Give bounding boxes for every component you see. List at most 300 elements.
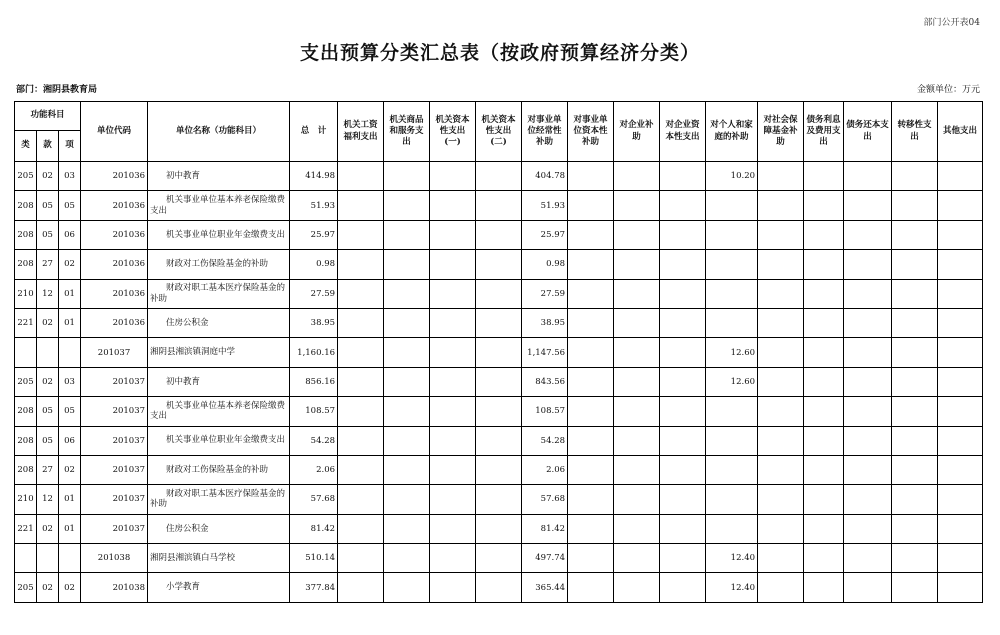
amount-cell [844,220,892,249]
table-row [15,250,983,279]
amount-cell [706,279,758,308]
amount-cell: 843.56 [522,367,568,396]
amount-cell [804,397,844,426]
amount-cell [938,338,983,367]
total-cell: 57.68 [290,485,338,514]
amount-cell [476,485,522,514]
amount-cell [892,338,938,367]
xiang-cell: 05 [59,397,81,426]
amount-cell: 57.68 [522,485,568,514]
amount-cell [476,162,522,191]
amount-cell [938,162,983,191]
lei-cell: 208 [15,455,37,484]
amount-cell [568,514,614,543]
amount-cell [430,338,476,367]
amount-cell [844,455,892,484]
amount-cell: 365.44 [522,573,568,602]
xiang-cell: 01 [59,514,81,543]
col-header: 机关工资福利支出 [338,102,384,162]
xiang-cell: 05 [59,191,81,220]
table-row [15,514,983,543]
unit-code-cell: 201036 [81,220,148,249]
amount-cell [804,514,844,543]
amount-cell: 54.28 [522,426,568,455]
amount-cell [614,573,660,602]
amount-cell [892,279,938,308]
amount-cell [938,397,983,426]
department-label: 部门：湘阴县教育局 [16,85,98,95]
amount-cell: 108.57 [522,397,568,426]
unit-name-header: 单位名称（功能科目） [148,102,290,162]
kuan-cell [37,338,59,367]
amount-cell [430,455,476,484]
amount-cell [614,338,660,367]
amount-cell [476,544,522,573]
amount-cell [892,220,938,249]
amount-cell [384,308,430,337]
amount-cell [938,308,983,337]
lei-cell: 221 [15,514,37,543]
amount-cell [384,220,430,249]
kuan-cell: 27 [37,250,59,279]
amount-cell: 2.06 [522,455,568,484]
amount-cell [706,220,758,249]
amount-cell [430,308,476,337]
amount-cell [892,162,938,191]
total-cell: 377.84 [290,573,338,602]
amount-cell [614,544,660,573]
amount-cell [338,220,384,249]
amount-cell [568,455,614,484]
amount-cell [938,250,983,279]
col-header: 机关资本性支出(二) [476,102,522,162]
amount-cell: 27.59 [522,279,568,308]
amount-cell [614,250,660,279]
kuan-cell: 12 [37,279,59,308]
amount-cell [614,308,660,337]
amount-cell [804,220,844,249]
amount-cell [804,573,844,602]
amount-cell [568,220,614,249]
amount-cell [706,514,758,543]
amount-cell [660,308,706,337]
table-row [15,455,983,484]
amount-cell [338,279,384,308]
unit-name-cell: 财政对职工基本医疗保险基金的补助 [148,485,290,514]
amount-cell [804,338,844,367]
amount-cell [568,573,614,602]
amount-cell [384,279,430,308]
amount-cell [938,367,983,396]
amount-cell [614,191,660,220]
col-header: 机关资本性支出(一) [430,102,476,162]
amount-cell [476,250,522,279]
xiang-cell: 03 [59,367,81,396]
total-cell: 510.14 [290,544,338,573]
amount-cell [758,367,804,396]
amount-cell [338,544,384,573]
amount-cell [758,191,804,220]
amount-cell [660,397,706,426]
amount-cell [384,162,430,191]
amount-cell [614,397,660,426]
xiang-cell: 03 [59,162,81,191]
unit-code-cell: 201037 [81,455,148,484]
unit-code-cell: 201036 [81,308,148,337]
unit-code-cell: 201038 [81,573,148,602]
amount-cell [844,162,892,191]
amount-cell [844,367,892,396]
kuan-cell: 02 [37,308,59,337]
amount-cell [758,220,804,249]
total-cell: 856.16 [290,367,338,396]
xiang-cell [59,544,81,573]
total-cell: 38.95 [290,308,338,337]
expenditure-table [14,101,983,603]
amount-cell [706,191,758,220]
col-header: 对社会保障基金补助 [758,102,804,162]
unit-name-cell: 财政对工伤保险基金的补助 [148,250,290,279]
amount-cell [706,455,758,484]
total-cell: 51.93 [290,191,338,220]
amount-cell: 12.60 [706,338,758,367]
table-row [15,308,983,337]
amount-cell [614,426,660,455]
total-cell: 25.97 [290,220,338,249]
amount-cell [844,308,892,337]
amount-cell [568,162,614,191]
amount-cell [938,573,983,602]
col-header: 对个人和家庭的补助 [706,102,758,162]
amount-cell [844,338,892,367]
kuan-cell: 05 [37,397,59,426]
amount-cell [660,191,706,220]
amount-cell [430,220,476,249]
amount-cell [804,426,844,455]
kuan-cell: 02 [37,573,59,602]
amount-cell [660,162,706,191]
amount-cell: 12.40 [706,573,758,602]
amount-cell [892,397,938,426]
amount-cell [614,162,660,191]
unit-code-cell: 201036 [81,191,148,220]
amount-cell [568,191,614,220]
kuan-cell: 05 [37,426,59,455]
amount-cell [430,250,476,279]
amount-cell [758,544,804,573]
amount-cell [568,279,614,308]
amount-cell [568,397,614,426]
kuan-cell: 02 [37,162,59,191]
amount-cell [804,544,844,573]
amount-cell [430,162,476,191]
amount-cell: 51.93 [522,191,568,220]
xiang-header: 项 [59,131,81,162]
total-cell: 414.98 [290,162,338,191]
amount-cell [660,514,706,543]
unit-code-cell: 201036 [81,250,148,279]
amount-cell [476,514,522,543]
amount-cell [892,455,938,484]
xiang-cell: 06 [59,426,81,455]
amount-cell [758,455,804,484]
col-header: 机关商品和服务支出 [384,102,430,162]
amount-cell [758,308,804,337]
amount-cell [938,485,983,514]
amount-cell [938,455,983,484]
total-cell: 0.98 [290,250,338,279]
amount-cell [892,250,938,279]
kuan-cell [37,544,59,573]
unit-code-cell: 201037 [81,397,148,426]
amount-cell [430,279,476,308]
unit-name-cell: 住房公积金 [148,308,290,337]
amount-cell [938,426,983,455]
amount-cell [660,367,706,396]
amount-cell: 0.98 [522,250,568,279]
amount-cell: 38.95 [522,308,568,337]
unit-code-header: 单位代码 [81,102,148,162]
col-header: 对事业单位资本性补助 [568,102,614,162]
amount-cell [430,514,476,543]
unit-name-cell: 机关事业单位基本养老保险缴费支出 [148,397,290,426]
unit-code-cell: 201037 [81,367,148,396]
unit-code-cell: 201037 [81,485,148,514]
amount-cell [476,573,522,602]
amount-cell [568,485,614,514]
amount-cell [892,485,938,514]
amount-cell [338,367,384,396]
amount-cell [384,544,430,573]
amount-cell [476,279,522,308]
col-header: 对事业单位经常性补助 [522,102,568,162]
lei-cell: 210 [15,485,37,514]
table-row [15,162,983,191]
unit-name-cell: 机关事业单位职业年金缴费支出 [148,426,290,455]
total-header: 总 计 [290,102,338,162]
amount-cell [430,191,476,220]
amount-cell [938,220,983,249]
amount-cell [568,250,614,279]
unit-code-cell: 201036 [81,279,148,308]
amount-cell [758,162,804,191]
amount-cell [844,544,892,573]
amount-cell: 404.78 [522,162,568,191]
xiang-cell: 01 [59,308,81,337]
amount-cell [844,573,892,602]
amount-cell [660,220,706,249]
amount-cell [384,367,430,396]
unit-name-cell: 住房公积金 [148,514,290,543]
amount-cell [758,573,804,602]
amount-cell [476,308,522,337]
amount-cell [338,397,384,426]
amount-cell [338,250,384,279]
table-row [15,544,983,573]
unit-name-cell: 湘阴县湘滨镇白马学校 [148,544,290,573]
total-cell: 108.57 [290,397,338,426]
total-cell: 27.59 [290,279,338,308]
lei-cell: 208 [15,250,37,279]
kuan-cell: 27 [37,455,59,484]
amount-cell [660,426,706,455]
lei-cell: 208 [15,397,37,426]
amount-cell [338,191,384,220]
amount-cell [614,485,660,514]
amount-cell [844,397,892,426]
amount-cell [430,485,476,514]
amount-cell [384,485,430,514]
col-header: 其他支出 [938,102,983,162]
amount-cell [384,573,430,602]
amount-cell [430,573,476,602]
amount-cell [892,573,938,602]
table-row [15,367,983,396]
amount-cell [476,338,522,367]
unit-code-cell: 201036 [81,162,148,191]
amount-cell [758,338,804,367]
lei-cell: 205 [15,162,37,191]
amount-cell [568,308,614,337]
col-header: 对企业补助 [614,102,660,162]
amount-cell [844,426,892,455]
amount-cell [614,367,660,396]
kuan-cell: 02 [37,367,59,396]
amount-cell [892,367,938,396]
amount-cell [384,514,430,543]
total-cell: 1,160.16 [290,338,338,367]
xiang-cell: 02 [59,250,81,279]
kuan-header: 款 [37,131,59,162]
amount-cell [706,426,758,455]
amount-cell [660,338,706,367]
form-code: 部门公开表04 [923,18,980,28]
amount-cell [758,485,804,514]
amount-cell [568,367,614,396]
unit-code-cell: 201037 [81,338,148,367]
lei-cell: 221 [15,308,37,337]
amount-cell [804,485,844,514]
amount-cell [338,514,384,543]
lei-cell: 205 [15,573,37,602]
table-row [15,573,983,602]
col-header: 转移性支出 [892,102,938,162]
amount-cell [338,485,384,514]
amount-cell [338,162,384,191]
col-header: 债务还本支出 [844,102,892,162]
amount-cell [430,544,476,573]
amount-cell [338,426,384,455]
xiang-cell: 01 [59,485,81,514]
unit-name-cell: 小学教育 [148,573,290,602]
kuan-cell: 02 [37,514,59,543]
amount-cell [758,514,804,543]
amount-cell [892,308,938,337]
lei-cell: 208 [15,191,37,220]
lei-cell [15,338,37,367]
amount-cell [568,426,614,455]
amount-cell [706,250,758,279]
amount-cell [476,426,522,455]
amount-cell [384,191,430,220]
amount-cell [476,220,522,249]
table-row [15,220,983,249]
amount-cell [614,455,660,484]
unit-name-cell: 湘阴县湘滨镇洞庭中学 [148,338,290,367]
amount-cell [568,544,614,573]
amount-cell [476,455,522,484]
amount-cell [660,544,706,573]
xiang-cell: 01 [59,279,81,308]
amount-cell: 12.40 [706,544,758,573]
unit-code-cell: 201037 [81,426,148,455]
lei-cell: 205 [15,367,37,396]
amount-cell [758,250,804,279]
amount-cell: 10.20 [706,162,758,191]
total-cell: 54.28 [290,426,338,455]
kuan-cell: 12 [37,485,59,514]
xiang-cell: 06 [59,220,81,249]
table-row [15,338,983,367]
unit-code-cell: 201038 [81,544,148,573]
amount-cell [384,455,430,484]
amount-cell: 81.42 [522,514,568,543]
amount-cell [844,279,892,308]
col-header: 债务利息及费用支出 [804,102,844,162]
amount-unit-label: 金额单位：万元 [916,85,980,95]
page-title: 支出预算分类汇总表（按政府预算经济分类） [299,42,700,64]
amount-cell [804,162,844,191]
amount-cell [804,367,844,396]
col-header: 对企业资本性支出 [660,102,706,162]
amount-cell [430,367,476,396]
total-cell: 2.06 [290,455,338,484]
amount-cell [614,279,660,308]
amount-cell [338,338,384,367]
table-row [15,485,983,514]
amount-cell [938,544,983,573]
amount-cell [476,367,522,396]
amount-cell [938,279,983,308]
table-row [15,279,983,308]
amount-cell [338,573,384,602]
func-subject-header: 功能科目 [15,102,81,131]
amount-cell [384,397,430,426]
amount-cell [430,426,476,455]
lei-cell: 208 [15,426,37,455]
amount-cell [892,426,938,455]
unit-name-cell: 初中教育 [148,367,290,396]
amount-cell: 1,147.56 [522,338,568,367]
amount-cell [706,485,758,514]
table-row [15,426,983,455]
unit-name-cell: 财政对工伤保险基金的补助 [148,455,290,484]
unit-name-cell: 机关事业单位基本养老保险缴费支出 [148,191,290,220]
xiang-cell: 02 [59,573,81,602]
kuan-cell: 05 [37,220,59,249]
amount-cell: 12.60 [706,367,758,396]
amount-cell [938,191,983,220]
amount-cell [384,426,430,455]
amount-cell [430,397,476,426]
unit-name-cell: 初中教育 [148,162,290,191]
amount-cell [938,514,983,543]
xiang-cell: 02 [59,455,81,484]
lei-header: 类 [15,131,37,162]
amount-cell [568,338,614,367]
amount-cell [844,485,892,514]
amount-cell [844,191,892,220]
